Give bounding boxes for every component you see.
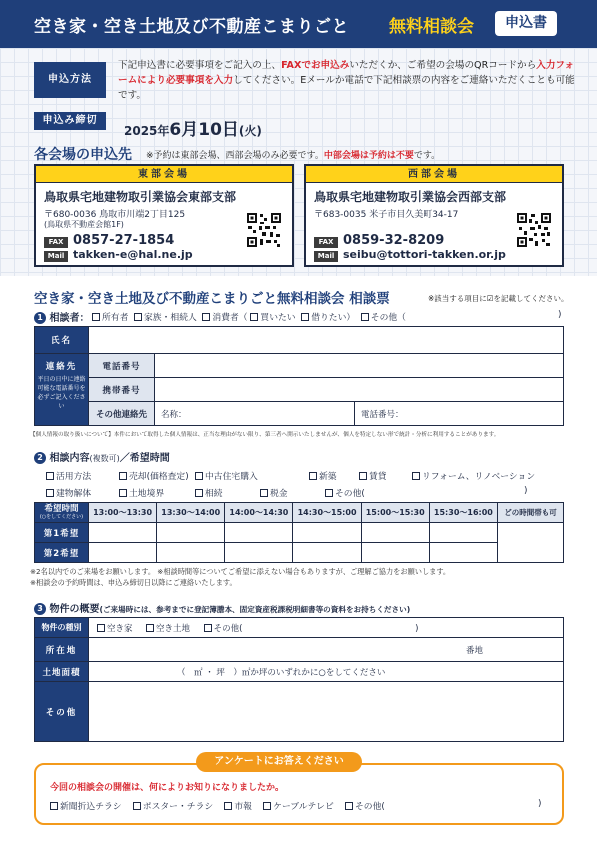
content-option: 土地境界 xyxy=(129,489,165,499)
venue-mail[interactable]: takken-e@hal.ne.jp xyxy=(73,248,193,261)
time-slot: 15:30〜16:00 xyxy=(429,503,497,523)
other-contact-phone[interactable] xyxy=(355,402,564,426)
section-number: 3 xyxy=(34,603,46,615)
header-bar xyxy=(0,0,597,48)
row2-close-paren: ) xyxy=(524,486,528,496)
deadline-weekday: (火) xyxy=(238,124,262,138)
section1-heading xyxy=(34,309,89,324)
venue-address: 〒683-0035 米子市目久美町34-17 xyxy=(314,210,459,220)
checkbox[interactable] xyxy=(204,624,212,632)
content-row-1c xyxy=(195,469,258,482)
checkbox[interactable] xyxy=(195,489,203,497)
consultant-table xyxy=(34,326,564,426)
venue-mail[interactable]: seibu@tottori-takken.or.jp xyxy=(343,248,506,261)
time-cell[interactable] xyxy=(429,543,497,563)
contact-note: 平日の日中に連絡可能な電話番号を必ずご記入ください xyxy=(37,376,86,410)
checkbox[interactable] xyxy=(325,489,333,497)
venue-name: 鳥取県宅地建物取引業協会西部支部 xyxy=(314,190,507,204)
name-field[interactable] xyxy=(89,327,564,354)
consultant-options xyxy=(92,310,406,323)
venues-note-end: です。 xyxy=(413,151,441,161)
checkbox[interactable] xyxy=(92,313,100,321)
other-name-label: 名称： xyxy=(161,409,187,420)
content-row-1d xyxy=(309,469,337,482)
type-option: 空き家 xyxy=(107,623,133,634)
method-text-1: 下記申込書に必要事項をご記入の上、 xyxy=(118,60,282,71)
property-type-options xyxy=(89,618,564,638)
section2-label: 相談内容 xyxy=(49,453,90,464)
section-number: 2 xyxy=(34,452,46,464)
section1-label: 相談者： xyxy=(49,313,90,324)
content-option: 相続 xyxy=(205,489,223,499)
qr-code-icon[interactable] xyxy=(516,212,552,248)
time-cell[interactable] xyxy=(429,523,497,543)
venue-fax: 0857-27-1854 xyxy=(73,233,175,248)
checkbox[interactable] xyxy=(224,802,232,810)
other-field[interactable] xyxy=(89,682,564,742)
survey-option: その他( xyxy=(354,802,385,812)
content-option: 売却(価格査定) xyxy=(129,472,189,482)
time-slot: 13:30〜14:00 xyxy=(157,503,225,523)
checkbox[interactable] xyxy=(263,802,271,810)
deadline-label: 申込み締切 xyxy=(34,112,106,130)
survey-option: ケーブルテレビ xyxy=(273,802,334,812)
checkbox[interactable] xyxy=(97,624,105,632)
checkbox[interactable] xyxy=(46,489,54,497)
other-phone-label: 電話番号： xyxy=(361,409,404,420)
checkbox[interactable] xyxy=(46,472,54,480)
qr-code-icon[interactable] xyxy=(246,212,282,248)
form-note: ※該当する項目に☑を記載してください。 xyxy=(428,294,569,303)
other-label: その他 xyxy=(35,682,89,742)
phone-field[interactable] xyxy=(155,354,564,378)
section-number: 1 xyxy=(34,312,46,324)
method-text xyxy=(118,58,578,103)
option-consumer: 消費者（ xyxy=(212,313,248,323)
property-table xyxy=(34,617,564,742)
location-suffix: 番地 xyxy=(465,645,483,656)
checkbox[interactable] xyxy=(195,472,203,480)
deadline-day: 6月10日 xyxy=(169,120,239,140)
location-label: 所在地 xyxy=(35,638,89,662)
mail-tag: Mail xyxy=(314,251,338,262)
first-choice-label: 第1希望 xyxy=(35,523,89,543)
time-cell[interactable] xyxy=(157,523,225,543)
time-slot: 14:00〜14:30 xyxy=(225,503,293,523)
option-family: 家族・相続人 xyxy=(144,313,197,323)
header-title: 空き家・空き土地及び不動産こまりごと xyxy=(34,17,349,37)
content-row-1 xyxy=(46,469,91,482)
survey-options xyxy=(50,799,385,812)
survey-tab: アンケートにお答えください xyxy=(196,752,362,772)
time-cell[interactable] xyxy=(293,523,361,543)
time-note-1: ※2名以内でのご来場をお願いします。 ※相談時間等についてご希望に添えない場合もありますが、ご理解ご協力をお願いします。 xyxy=(30,567,451,576)
time-cell[interactable] xyxy=(89,543,157,563)
method-label: 申込方法 xyxy=(34,62,106,98)
name-label: 氏名 xyxy=(35,327,89,354)
time-slot: 15:00〜15:30 xyxy=(361,503,429,523)
checkbox[interactable] xyxy=(412,472,420,480)
location-field[interactable] xyxy=(89,638,564,662)
checkbox[interactable] xyxy=(202,313,210,321)
type-close-paren: ) xyxy=(415,623,419,634)
content-row-1b xyxy=(119,469,189,482)
checkbox[interactable] xyxy=(119,489,127,497)
option-rent: 借りたい） xyxy=(311,313,356,323)
privacy-note: 【個人情報の取り扱いについて】本件において取得した個人情報は、正当な理由がない限り、第三者へ開示いたしませんが、個人を特定しない形で統計・分析に利用することがあります。 xyxy=(30,432,500,438)
survey-question: 今回の相談会の開催は、何によりお知りになりましたか。 xyxy=(50,783,285,793)
header-badge: 申込書 xyxy=(495,11,557,36)
mobile-label: 携帯番号 xyxy=(89,378,155,402)
option-other: その他（ xyxy=(370,313,406,323)
venue-address: 〒680-0036 鳥取市川端2丁目125 xyxy=(44,210,186,220)
content-row-2 xyxy=(46,486,91,499)
section3-note: (ご来場時には、参考までに登記簿謄本、固定資産税課税明細書等の資料をお持ちください) xyxy=(99,605,411,614)
second-choice-label: 第2希望 xyxy=(35,543,89,563)
checkbox[interactable] xyxy=(133,802,141,810)
survey-close-paren: ) xyxy=(538,799,542,809)
checkbox[interactable] xyxy=(119,472,127,480)
contact-cell xyxy=(35,354,89,426)
land-area-label: 土地面積 xyxy=(35,662,89,682)
other-contact-label: その他連絡先 xyxy=(89,402,155,426)
checkbox[interactable] xyxy=(134,313,142,321)
time-table xyxy=(34,502,564,563)
contact-label: 連絡先 xyxy=(45,362,78,372)
deadline-year: 2025年 xyxy=(124,124,170,138)
land-area-field[interactable] xyxy=(89,662,564,682)
time-cell[interactable] xyxy=(225,543,293,563)
time-cell[interactable] xyxy=(361,523,429,543)
method-text-3: してください。Eメールか電話で下記相談票の内容をご連絡いただくことも可能です。 xyxy=(118,75,575,101)
content-option: 中古住宅購入 xyxy=(205,472,258,482)
checkbox[interactable] xyxy=(260,489,268,497)
time-cell[interactable] xyxy=(361,543,429,563)
checkbox[interactable] xyxy=(301,313,309,321)
survey-option: ポスター・チラシ xyxy=(142,802,214,812)
venues-title: 各会場の申込先 xyxy=(34,147,132,163)
section2-label-small: (複数可) xyxy=(89,454,120,463)
section3-heading xyxy=(34,600,410,615)
mobile-field[interactable] xyxy=(155,378,564,402)
venue-header: 西部会場 xyxy=(306,166,562,183)
type-option: 空き土地 xyxy=(156,623,191,634)
survey-option: 市報 xyxy=(234,802,252,812)
fax-tag: FAX xyxy=(44,237,68,248)
survey-option: 新聞折込チラシ xyxy=(60,802,122,812)
checkbox[interactable] xyxy=(250,313,258,321)
content-row-2c xyxy=(195,486,223,499)
content-row-2b xyxy=(119,486,164,499)
content-row-2e xyxy=(325,486,365,499)
content-option: 新築 xyxy=(319,472,337,482)
content-row-2d xyxy=(260,486,288,499)
option-buy: 買いたい xyxy=(260,313,296,323)
header-highlight: 無料相談会 xyxy=(389,17,474,37)
venue-address-sub: (鳥取県不動産会館1F) xyxy=(44,220,124,229)
venue-west xyxy=(304,164,564,267)
land-area-text: （ ㎡ ・ 坪 ）㎡か坪のいずれかに○をしてください xyxy=(177,667,386,678)
venue-name: 鳥取県宅地建物取引業協会東部支部 xyxy=(44,190,237,204)
content-option: リフォーム、リノベーション xyxy=(422,472,536,482)
time-cell[interactable] xyxy=(225,523,293,543)
venues-note-red: 中部会場は予約は不要 xyxy=(323,151,414,161)
deadline-date xyxy=(124,115,262,140)
time-slot: 14:30〜15:00 xyxy=(293,503,361,523)
survey-box xyxy=(34,763,564,825)
time-cell[interactable] xyxy=(89,523,157,543)
time-cell[interactable] xyxy=(293,543,361,563)
checkbox[interactable] xyxy=(361,313,369,321)
type-option: その他( xyxy=(213,623,243,634)
time-slot: 13:00〜13:30 xyxy=(89,503,157,523)
content-option: 建物解体 xyxy=(56,489,92,499)
section3-label: 物件の概要 xyxy=(49,604,100,615)
content-option: 活用方法 xyxy=(56,472,92,482)
checkbox[interactable] xyxy=(345,802,353,810)
venue-header: 東部会場 xyxy=(36,166,292,183)
section2-label-2: ／希望時間 xyxy=(119,453,170,464)
content-option: その他( xyxy=(335,489,365,499)
method-text-2: いただくか、ご希望の会場のQRコードから xyxy=(349,60,537,71)
options-close-paren: ) xyxy=(558,310,562,320)
venues-note-text: ※予約は東部会場、西部会場のみ必要です。 xyxy=(146,151,324,161)
time-head-sub: (○をしてください) xyxy=(39,513,84,520)
content-row-1e xyxy=(359,469,387,482)
method-text-fax: FAXでお申込み xyxy=(281,60,350,71)
any-time-cell[interactable] xyxy=(498,523,564,563)
method-text-form: 入力フォームにより必要事項を入力 xyxy=(118,60,575,86)
checkbox[interactable] xyxy=(309,472,317,480)
property-type-label: 物件の種別 xyxy=(35,618,89,638)
time-any: どの時間帯も可 xyxy=(498,503,564,523)
time-cell[interactable] xyxy=(157,543,225,563)
phone-label: 電話番号 xyxy=(89,354,155,378)
venue-fax: 0859-32-8209 xyxy=(343,233,445,248)
time-head-label: 希望時間 xyxy=(44,503,79,514)
option-owner: 所有者 xyxy=(102,313,129,323)
venue-east xyxy=(34,164,294,267)
other-contact-name[interactable] xyxy=(155,402,355,426)
checkbox[interactable] xyxy=(50,802,58,810)
mail-tag: Mail xyxy=(44,251,68,262)
content-row-1f xyxy=(412,469,535,482)
venues-note xyxy=(146,148,440,161)
checkbox[interactable] xyxy=(359,472,367,480)
time-head xyxy=(35,503,89,523)
time-note-2: ※相談会の予約時間は、申込み締切日以降にご連絡いたします。 xyxy=(30,578,237,587)
section2-heading xyxy=(34,449,170,464)
fax-tag: FAX xyxy=(314,237,338,248)
checkbox[interactable] xyxy=(146,624,154,632)
content-option: 税金 xyxy=(270,489,288,499)
content-option: 賃貸 xyxy=(369,472,387,482)
form-title: 空き家・空き土地及び不動産こまりごと無料相談会 相談票 xyxy=(34,291,390,307)
